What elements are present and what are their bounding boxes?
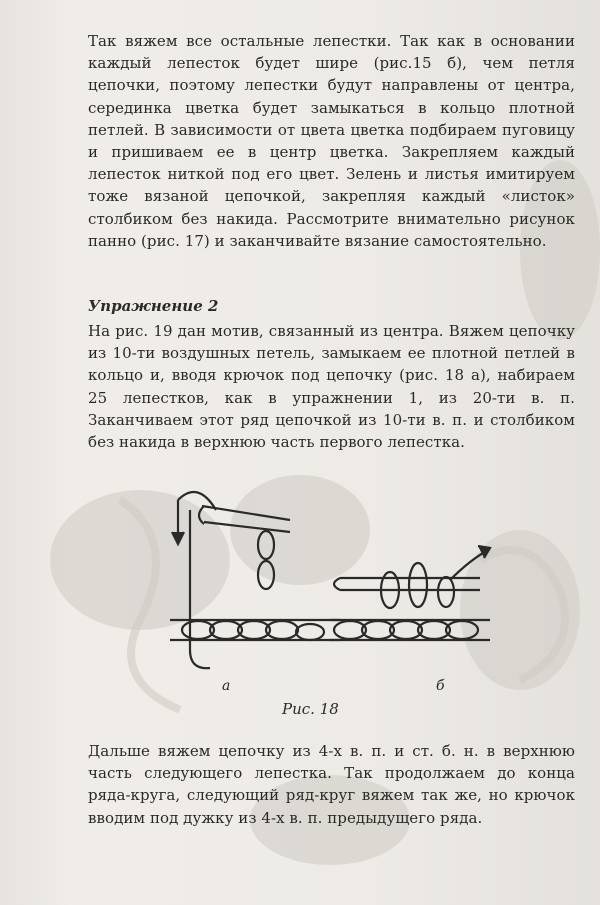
closing-paragraph: Дальше вяжем цепочку из 4-х в. п. и ст. б. н. в верхнюю часть следующего лепестка. Так продолжаем до конца ряда-круга, следующий ряд-круг вяжем так же, но крючок вводим под дужку из 4-х в. п. предыдущего ряда.: [88, 742, 575, 827]
figure-label-a: а: [222, 678, 231, 694]
figure-a-drawing: [170, 492, 340, 668]
intro-paragraph: Так вяжем все остальные лепестки. Так как в основании каждый лепесток будет шире (рис.15 б), чем петля цепочки, поэтому лепестки будут направлены от центра, серединка цветка будет замыкаться в кольцо плотной петлей. В зависимости от цвета цветка подбираем пуговицу и пришиваем ее в центр цветка. Закрепляем каждый лепесток ниткой под его цвет. Зелень и листья имитируем тоже вязаной цепочкой, закрепляя каждый «листок» столбиком без накида. Рассмотрите внимательно рисунок панно (рис. 17) и заканчивайте вязание самостоятельно.: [88, 32, 575, 250]
crochet-illustration: [150, 480, 500, 680]
figure-caption: Рис. 18: [282, 700, 339, 718]
exercise-paragraph: На рис. 19 дан мотив, связанный из центра. Вяжем цепочку из 10-ти воздушных петель, замыкаем ее плотной петлей в кольцо и, вводя крючок под цепочку (рис. 18 а), набираем 25 лепестков, как в упражнении 1, из 20-ти в. п. Заканчиваем этот ряд цепочкой из 10-ти в. п. и столбиком без накида в верхнюю часть первого лепестка.: [88, 322, 575, 452]
figure-b-drawing: [330, 546, 490, 640]
exercise-heading: Упражнение 2: [88, 297, 219, 315]
figure-label-b: б: [436, 678, 445, 694]
